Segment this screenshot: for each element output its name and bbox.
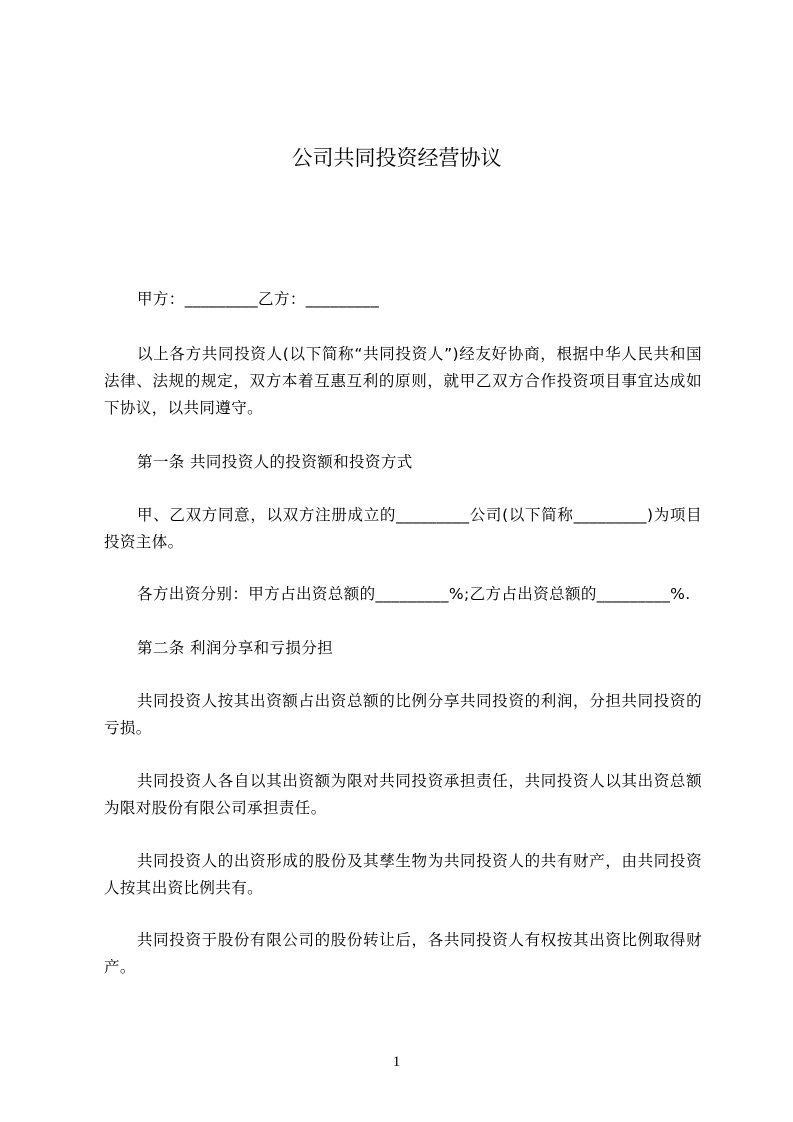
paragraph: 甲、乙双方同意，以双方注册成立的_________公司(以下简称_________)为项目投资主体。 [104,506,702,551]
paragraph: 共同投资人各自以其出资额为限对共同投资承担责任，共同投资人以其出资总额为限对股份有限公司承担责任。 [104,772,702,817]
paragraph: 各方出资分别：甲方占出资总额的_________%;乙方占出资总额的_________%. [137,585,691,603]
paragraph: 共同投资于股份有限公司的股份转让后，各共同投资人有权按其出资比例取得财产。 [104,931,702,976]
article-2-heading: 第二条 利润分享和亏损分担 [137,639,334,657]
document-title: 公司共同投资经营协议 [291,146,502,170]
article-1-heading: 第一条 共同投资人的投资额和投资方式 [137,453,413,471]
page-number: 1 [392,1054,401,1070]
paragraph: 共同投资人按其出资额占出资总额的比例分享共同投资的利润，分担共同投资的亏损。 [104,692,702,737]
paragraph: 共同投资人的出资形成的股份及其孳生物为共同投资人的共有财产，由共同投资人按其出资比例共有。 [104,852,702,897]
parties-line: 甲方：_________乙方：_________ [137,290,380,308]
paragraph-preamble: 以上各方共同投资人(以下简称“共同投资人”)经友好协商，根据中华人民共和国法律、法规的规定，双方本着互惠互利的原则，就甲乙双方合作投资项目事宜达成如下协议，以共同遵守。 [104,345,702,417]
